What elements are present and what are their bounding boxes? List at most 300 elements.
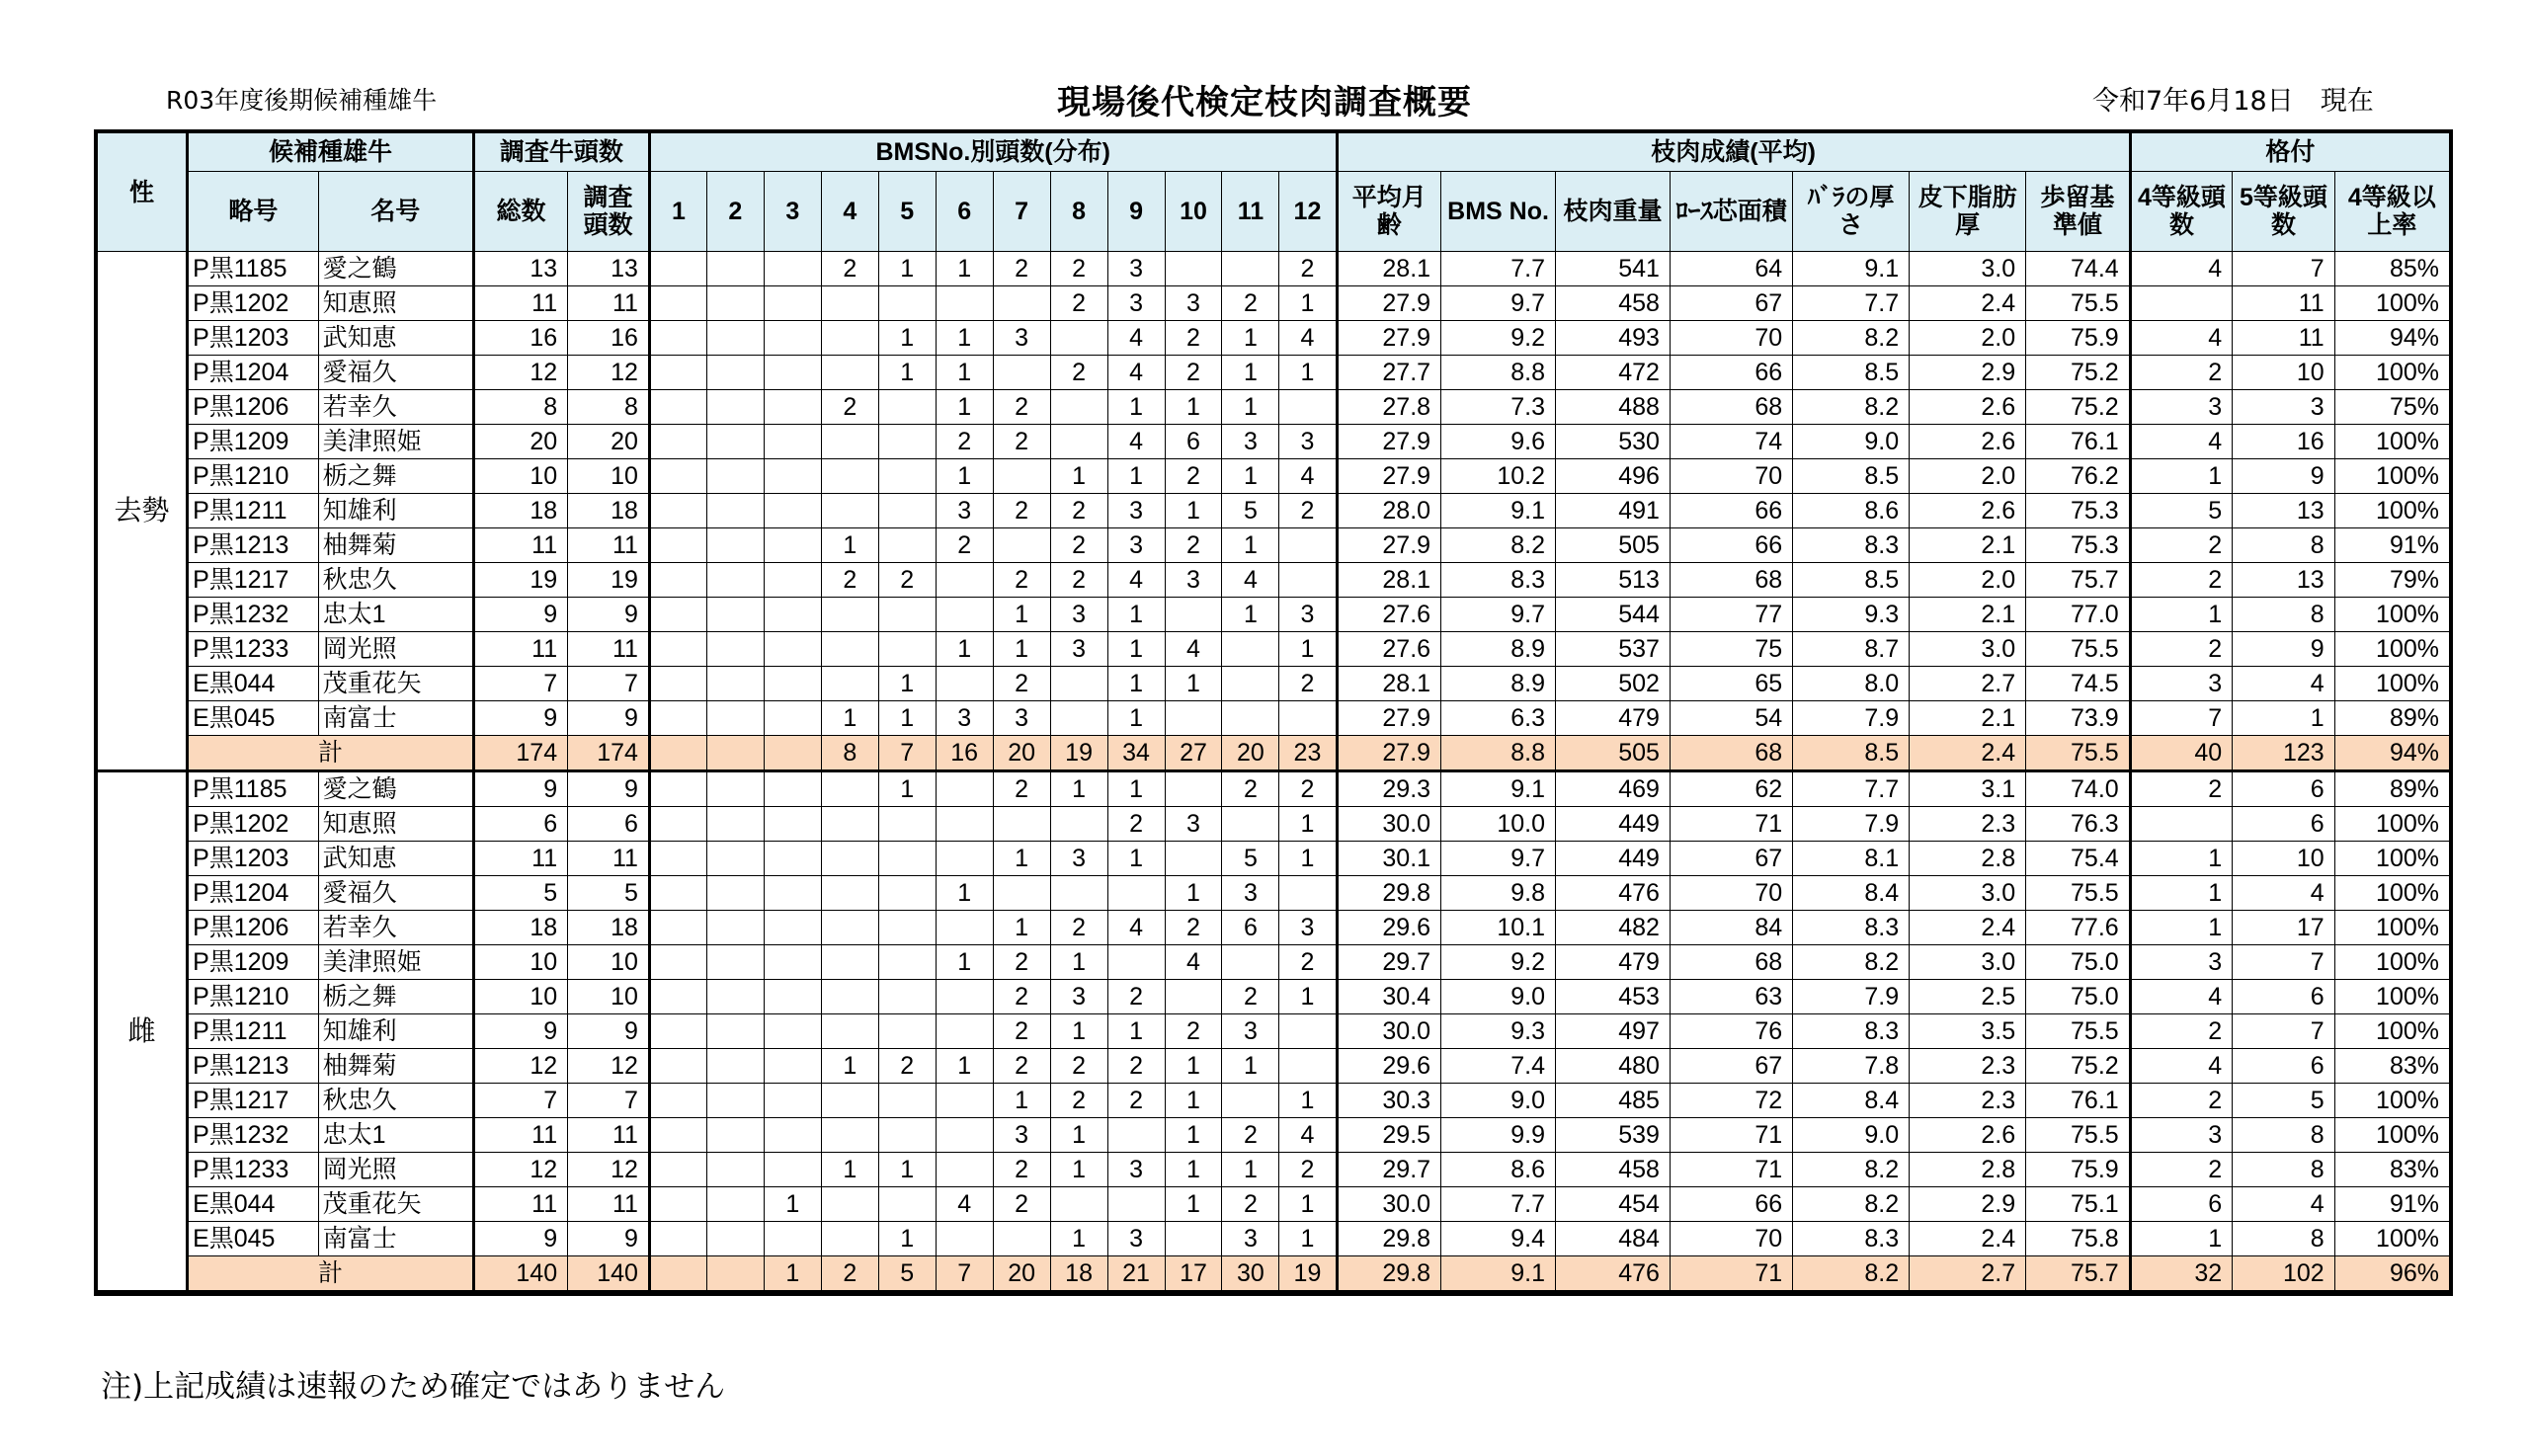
header-bms-11: 11 bbox=[1222, 172, 1279, 252]
table-cell: 2 bbox=[821, 390, 878, 425]
table-cell: 1 bbox=[1107, 842, 1165, 876]
table-cell: 1 bbox=[1279, 356, 1337, 390]
table-cell: P黒1213 bbox=[188, 528, 318, 563]
table-cell: 7.4 bbox=[1441, 1049, 1556, 1084]
table-cell: 1 bbox=[878, 667, 936, 701]
table-cell bbox=[764, 911, 821, 945]
table-cell: 29.7 bbox=[1337, 1153, 1441, 1187]
table-cell: 100% bbox=[2334, 1118, 2449, 1153]
table-cell bbox=[821, 667, 878, 701]
table-cell: 2 bbox=[1279, 945, 1337, 980]
table-cell bbox=[649, 459, 706, 494]
table-cell: 476 bbox=[1556, 1256, 1671, 1292]
table-row bbox=[98, 390, 2450, 425]
table-cell bbox=[706, 842, 764, 876]
table-cell bbox=[706, 1187, 764, 1222]
table-cell: 8.9 bbox=[1441, 667, 1556, 701]
table-cell bbox=[1222, 632, 1279, 667]
table-cell: 66 bbox=[1670, 494, 1792, 528]
table-cell: 19 bbox=[1050, 736, 1107, 771]
table-cell: 2 bbox=[878, 563, 936, 598]
table-cell: 12 bbox=[473, 1049, 567, 1084]
table-cell: 9.1 bbox=[1793, 252, 1910, 286]
table-cell: P黒1206 bbox=[188, 390, 318, 425]
table-cell: 10 bbox=[2233, 356, 2335, 390]
table-cell: 1 bbox=[1050, 1222, 1107, 1256]
table-cell: E黒045 bbox=[188, 1222, 318, 1256]
table-cell: 8.2 bbox=[1793, 321, 1910, 356]
table-cell: 2 bbox=[1279, 1153, 1337, 1187]
table-cell: 27.6 bbox=[1337, 632, 1441, 667]
table-cell: 12 bbox=[473, 1153, 567, 1187]
table-cell: 9.7 bbox=[1441, 842, 1556, 876]
table-cell: 1 bbox=[1050, 1118, 1107, 1153]
table-row bbox=[98, 598, 2450, 632]
table-cell: 4 bbox=[2130, 980, 2233, 1014]
table-cell: 1 bbox=[1222, 390, 1279, 425]
table-cell bbox=[764, 598, 821, 632]
table-cell bbox=[878, 876, 936, 911]
table-cell: 1 bbox=[936, 459, 993, 494]
carcass-results-table bbox=[97, 132, 2450, 1293]
table-cell: 3 bbox=[936, 494, 993, 528]
table-cell: 100% bbox=[2334, 356, 2449, 390]
table-cell: 2 bbox=[1050, 1049, 1107, 1084]
table-cell: 8.0 bbox=[1793, 667, 1910, 701]
table-cell: 3 bbox=[1107, 528, 1165, 563]
table-cell: 9 bbox=[473, 1222, 567, 1256]
table-cell: 21 bbox=[1107, 1256, 1165, 1292]
table-row bbox=[98, 356, 2450, 390]
table-cell: 64 bbox=[1670, 252, 1792, 286]
table-cell bbox=[821, 632, 878, 667]
table-cell bbox=[649, 286, 706, 321]
table-cell bbox=[649, 736, 706, 771]
table-cell: 75 bbox=[1670, 632, 1792, 667]
table-cell: 75.1 bbox=[2026, 1187, 2131, 1222]
table-cell bbox=[764, 286, 821, 321]
table-cell bbox=[821, 598, 878, 632]
table-cell: 1 bbox=[1107, 390, 1165, 425]
table-cell bbox=[706, 598, 764, 632]
table-cell: 6 bbox=[1222, 911, 1279, 945]
table-cell: 100% bbox=[2334, 425, 2449, 459]
header-bms-no: BMS No. bbox=[1441, 172, 1556, 252]
table-cell: 2 bbox=[1165, 459, 1222, 494]
table-cell bbox=[706, 1014, 764, 1049]
table-cell: 2.3 bbox=[1910, 1049, 2026, 1084]
table-cell: 27.9 bbox=[1337, 286, 1441, 321]
table-cell: 9.1 bbox=[1441, 1256, 1556, 1292]
table-cell: 9 bbox=[473, 771, 567, 807]
table-row bbox=[98, 667, 2450, 701]
table-cell: 1 bbox=[1165, 1118, 1222, 1153]
table-cell bbox=[1165, 252, 1222, 286]
header-carcass-results: 枝肉成績(平均) bbox=[1337, 133, 2130, 172]
table-cell bbox=[878, 911, 936, 945]
table-cell: 9.1 bbox=[1441, 771, 1556, 807]
table-cell: 11 bbox=[568, 632, 650, 667]
table-cell: 7 bbox=[936, 1256, 993, 1292]
table-cell: 柚舞菊 bbox=[318, 1049, 473, 1084]
table-cell: 2 bbox=[1050, 286, 1107, 321]
table-cell bbox=[1165, 1222, 1222, 1256]
table-cell: 3 bbox=[993, 701, 1050, 736]
header-grade: 格付 bbox=[2130, 133, 2449, 172]
table-cell bbox=[821, 425, 878, 459]
table-cell bbox=[878, 1014, 936, 1049]
table-cell bbox=[878, 598, 936, 632]
table-cell: 77.0 bbox=[2026, 598, 2131, 632]
table-cell bbox=[878, 494, 936, 528]
table-cell: 美津照姫 bbox=[318, 425, 473, 459]
table-cell: P黒1232 bbox=[188, 598, 318, 632]
table-cell: 4 bbox=[1107, 911, 1165, 945]
table-cell: 491 bbox=[1556, 494, 1671, 528]
table-cell: 2.1 bbox=[1910, 598, 2026, 632]
table-cell: 1 bbox=[2130, 842, 2233, 876]
table-cell: 3 bbox=[2130, 667, 2233, 701]
table-cell: 10 bbox=[568, 945, 650, 980]
table-row bbox=[98, 286, 2450, 321]
header-bms-10: 10 bbox=[1165, 172, 1222, 252]
table-cell bbox=[649, 425, 706, 459]
table-cell: 100% bbox=[2334, 494, 2449, 528]
table-cell: 7.7 bbox=[1793, 771, 1910, 807]
table-cell: 1 bbox=[1050, 771, 1107, 807]
table-cell: 柚舞菊 bbox=[318, 528, 473, 563]
table-cell bbox=[1165, 980, 1222, 1014]
table-cell: 4 bbox=[1279, 321, 1337, 356]
table-cell bbox=[821, 876, 878, 911]
footnote: 注)上記成績は速報のため確定ではありません bbox=[101, 1369, 726, 1405]
table-cell: 2.1 bbox=[1910, 528, 2026, 563]
table-cell: 7.9 bbox=[1793, 807, 1910, 842]
table-cell: 27.6 bbox=[1337, 598, 1441, 632]
table-cell bbox=[706, 390, 764, 425]
table-cell: 9.2 bbox=[1441, 945, 1556, 980]
table-cell: 1 bbox=[1279, 1222, 1337, 1256]
table-cell bbox=[649, 1014, 706, 1049]
table-cell: 2 bbox=[1107, 980, 1165, 1014]
table-cell: 505 bbox=[1556, 736, 1671, 771]
table-cell: 9.2 bbox=[1441, 321, 1556, 356]
table-cell: 66 bbox=[1670, 1187, 1792, 1222]
table-cell: 3 bbox=[1107, 494, 1165, 528]
header-carcass-weight: 枝肉重量 bbox=[1556, 172, 1671, 252]
table-cell: 1 bbox=[993, 598, 1050, 632]
table-cell bbox=[706, 911, 764, 945]
table-cell: 537 bbox=[1556, 632, 1671, 667]
table-cell: 76 bbox=[1670, 1014, 1792, 1049]
table-cell: 9.0 bbox=[1441, 1084, 1556, 1118]
table-cell bbox=[706, 667, 764, 701]
table-cell bbox=[821, 1014, 878, 1049]
table-cell: 8 bbox=[568, 390, 650, 425]
table-cell bbox=[1107, 1187, 1165, 1222]
table-cell: 18 bbox=[1050, 1256, 1107, 1292]
table-cell: 11 bbox=[568, 286, 650, 321]
table-cell bbox=[764, 1049, 821, 1084]
table-cell: 29.8 bbox=[1337, 876, 1441, 911]
table-cell: 2 bbox=[2130, 771, 2233, 807]
table-cell: 54 bbox=[1670, 701, 1792, 736]
table-cell: 2.7 bbox=[1910, 667, 2026, 701]
table-cell: 3 bbox=[1107, 1153, 1165, 1187]
table-cell: 16 bbox=[936, 736, 993, 771]
table-cell: 7.9 bbox=[1793, 980, 1910, 1014]
table-cell bbox=[706, 1049, 764, 1084]
table-cell bbox=[993, 807, 1050, 842]
table-cell: 2.4 bbox=[1910, 286, 2026, 321]
table-cell: 10.1 bbox=[1441, 911, 1556, 945]
table-cell: 11 bbox=[473, 842, 567, 876]
table-row bbox=[98, 911, 2450, 945]
table-cell: 8 bbox=[2233, 528, 2335, 563]
table-cell bbox=[993, 876, 1050, 911]
table-cell: 1 bbox=[936, 321, 993, 356]
header-grade4-count: 4等級頭数 bbox=[2130, 172, 2233, 252]
table-cell: E黒045 bbox=[188, 701, 318, 736]
table-cell: 530 bbox=[1556, 425, 1671, 459]
table-cell: 13 bbox=[473, 252, 567, 286]
table-cell: 1 bbox=[878, 1222, 936, 1256]
table-cell: P黒1232 bbox=[188, 1118, 318, 1153]
table-cell: 2 bbox=[993, 494, 1050, 528]
table-cell bbox=[936, 1014, 993, 1049]
table-cell: 34 bbox=[1107, 736, 1165, 771]
table-cell: 100% bbox=[2334, 1014, 2449, 1049]
table-cell: 23 bbox=[1279, 736, 1337, 771]
table-cell: 469 bbox=[1556, 771, 1671, 807]
header-sire: 候補種雄牛 bbox=[188, 133, 474, 172]
table-cell: 若幸久 bbox=[318, 390, 473, 425]
table-cell: 10 bbox=[473, 459, 567, 494]
table-cell: 8 bbox=[473, 390, 567, 425]
table-cell: 75.2 bbox=[2026, 390, 2131, 425]
table-cell: 75.5 bbox=[2026, 286, 2131, 321]
table-cell: 2 bbox=[1222, 771, 1279, 807]
table-cell: 1 bbox=[1279, 980, 1337, 1014]
table-cell bbox=[1165, 701, 1222, 736]
table-cell bbox=[764, 356, 821, 390]
table-cell bbox=[878, 632, 936, 667]
table-cell: 13 bbox=[568, 252, 650, 286]
table-cell bbox=[764, 1222, 821, 1256]
table-cell: P黒1211 bbox=[188, 1014, 318, 1049]
table-cell: 20 bbox=[568, 425, 650, 459]
table-cell bbox=[649, 911, 706, 945]
table-cell: 11 bbox=[568, 528, 650, 563]
table-cell bbox=[936, 842, 993, 876]
table-row bbox=[98, 980, 2450, 1014]
header-sex: 性 bbox=[98, 133, 188, 252]
table-cell bbox=[764, 321, 821, 356]
table-cell: 2 bbox=[993, 980, 1050, 1014]
table-cell: 27.9 bbox=[1337, 528, 1441, 563]
table-cell: 2 bbox=[993, 1153, 1050, 1187]
table-cell: 2 bbox=[2130, 528, 2233, 563]
table-cell: 12 bbox=[568, 1049, 650, 1084]
table-cell: 1 bbox=[1107, 667, 1165, 701]
table-cell: 8.3 bbox=[1441, 563, 1556, 598]
table-cell: 1 bbox=[1279, 1187, 1337, 1222]
table-cell: 63 bbox=[1670, 980, 1792, 1014]
table-cell: 若幸久 bbox=[318, 911, 473, 945]
table-cell: 11 bbox=[473, 632, 567, 667]
table-cell: P黒1233 bbox=[188, 632, 318, 667]
table-cell: 2.9 bbox=[1910, 356, 2026, 390]
table-cell: 6 bbox=[2233, 807, 2335, 842]
table-cell: 5 bbox=[878, 1256, 936, 1292]
table-cell: 1 bbox=[1279, 842, 1337, 876]
table-cell: 27.9 bbox=[1337, 321, 1441, 356]
table-cell: 2 bbox=[1165, 356, 1222, 390]
table-cell: 18 bbox=[473, 911, 567, 945]
table-cell bbox=[821, 459, 878, 494]
table-cell: 1 bbox=[936, 1049, 993, 1084]
table-cell: 1 bbox=[936, 390, 993, 425]
table-cell: 4 bbox=[1165, 945, 1222, 980]
table-cell: 67 bbox=[1670, 842, 1792, 876]
table-cell: 8.8 bbox=[1441, 356, 1556, 390]
table-cell: 70 bbox=[1670, 1222, 1792, 1256]
table-cell: 75.5 bbox=[2026, 1014, 2131, 1049]
table-cell: 71 bbox=[1670, 1153, 1792, 1187]
table-cell bbox=[706, 1256, 764, 1292]
table-cell: 1 bbox=[1165, 390, 1222, 425]
table-cell: 南富士 bbox=[318, 701, 473, 736]
table-cell: 75.0 bbox=[2026, 945, 2131, 980]
table-cell: 6 bbox=[2233, 771, 2335, 807]
table-cell: 100% bbox=[2334, 842, 2449, 876]
table-cell: 3 bbox=[1165, 286, 1222, 321]
table-cell bbox=[1279, 1049, 1337, 1084]
table-cell bbox=[993, 286, 1050, 321]
table-cell: 武知恵 bbox=[318, 321, 473, 356]
table-cell: 6.3 bbox=[1441, 701, 1556, 736]
table-cell: 11 bbox=[473, 528, 567, 563]
table-cell: 美津照姫 bbox=[318, 945, 473, 980]
table-cell: 9.3 bbox=[1441, 1014, 1556, 1049]
table-cell: 140 bbox=[568, 1256, 650, 1292]
table-cell: 449 bbox=[1556, 842, 1671, 876]
header-count: 調査牛頭数 bbox=[473, 133, 649, 172]
table-cell: 2 bbox=[2130, 563, 2233, 598]
table-cell: 454 bbox=[1556, 1187, 1671, 1222]
table-cell: 2 bbox=[1050, 1084, 1107, 1118]
table-cell bbox=[878, 528, 936, 563]
table-cell bbox=[649, 945, 706, 980]
table-cell bbox=[706, 736, 764, 771]
table-cell: 29.5 bbox=[1337, 1118, 1441, 1153]
table-cell: 武知恵 bbox=[318, 842, 473, 876]
table-cell: 19 bbox=[1279, 1256, 1337, 1292]
table-cell: 1 bbox=[1107, 701, 1165, 736]
table-cell bbox=[649, 1187, 706, 1222]
table-cell: 76.3 bbox=[2026, 807, 2131, 842]
table-cell: 1 bbox=[821, 701, 878, 736]
table-cell: 2 bbox=[993, 390, 1050, 425]
table-cell: 1 bbox=[821, 1153, 878, 1187]
table-cell: 7 bbox=[878, 736, 936, 771]
table-cell: 29.7 bbox=[1337, 945, 1441, 980]
table-cell: 1 bbox=[1222, 598, 1279, 632]
sex-label: 去勢 bbox=[98, 252, 188, 771]
table-cell: 1 bbox=[1279, 807, 1337, 842]
table-cell: 4 bbox=[1165, 632, 1222, 667]
table-cell: 100% bbox=[2334, 632, 2449, 667]
table-cell: 3 bbox=[936, 701, 993, 736]
table-cell: 100% bbox=[2334, 1222, 2449, 1256]
report-date: 令和7年6月18日 現在 bbox=[2092, 86, 2374, 117]
header-abbr: 略号 bbox=[188, 172, 318, 252]
table-cell: 85% bbox=[2334, 252, 2449, 286]
table-cell: P黒1204 bbox=[188, 356, 318, 390]
table-cell: 8.4 bbox=[1793, 876, 1910, 911]
table-cell bbox=[1279, 701, 1337, 736]
table-cell: 2.6 bbox=[1910, 425, 2026, 459]
table-cell: 1 bbox=[1222, 459, 1279, 494]
header-bms-5: 5 bbox=[878, 172, 936, 252]
table-cell: 479 bbox=[1556, 701, 1671, 736]
table-cell bbox=[706, 876, 764, 911]
table-cell bbox=[1222, 945, 1279, 980]
table-cell: 知恵照 bbox=[318, 286, 473, 321]
table-cell: 74.4 bbox=[2026, 252, 2131, 286]
table-cell: 愛福久 bbox=[318, 356, 473, 390]
table-cell: P黒1206 bbox=[188, 911, 318, 945]
table-total-row bbox=[98, 736, 2450, 771]
table-cell: 1 bbox=[878, 356, 936, 390]
table-cell: 472 bbox=[1556, 356, 1671, 390]
table-cell: 1 bbox=[1107, 1014, 1165, 1049]
table-cell bbox=[1050, 321, 1107, 356]
table-cell: 2.3 bbox=[1910, 807, 2026, 842]
table-cell: 2.5 bbox=[1910, 980, 2026, 1014]
table-cell: 1 bbox=[1222, 321, 1279, 356]
table-cell: 11 bbox=[2233, 321, 2335, 356]
table-cell: 28.1 bbox=[1337, 252, 1441, 286]
table-cell: 6 bbox=[1165, 425, 1222, 459]
table-cell: P黒1217 bbox=[188, 1084, 318, 1118]
table-cell: 8.5 bbox=[1793, 736, 1910, 771]
table-cell: 2 bbox=[1279, 252, 1337, 286]
table-cell: 496 bbox=[1556, 459, 1671, 494]
table-cell: 70 bbox=[1670, 459, 1792, 494]
table-row bbox=[98, 321, 2450, 356]
table-cell: P黒1210 bbox=[188, 459, 318, 494]
table-cell: 1 bbox=[1165, 876, 1222, 911]
table-row bbox=[98, 528, 2450, 563]
table-cell: 485 bbox=[1556, 1084, 1671, 1118]
header-subq-fat: 皮下脂肪厚 bbox=[1910, 172, 2026, 252]
table-cell: 3 bbox=[1050, 632, 1107, 667]
table-cell: 27.9 bbox=[1337, 459, 1441, 494]
table-cell: 7 bbox=[473, 667, 567, 701]
table-cell bbox=[993, 356, 1050, 390]
table-cell: 7 bbox=[568, 1084, 650, 1118]
table-cell bbox=[649, 1118, 706, 1153]
table-cell bbox=[706, 771, 764, 807]
table-cell bbox=[878, 807, 936, 842]
table-cell: 94% bbox=[2334, 736, 2449, 771]
table-cell: 100% bbox=[2334, 945, 2449, 980]
table-cell: 75% bbox=[2334, 390, 2449, 425]
table-cell: 6 bbox=[473, 807, 567, 842]
table-cell: 1 bbox=[878, 701, 936, 736]
table-cell bbox=[821, 807, 878, 842]
